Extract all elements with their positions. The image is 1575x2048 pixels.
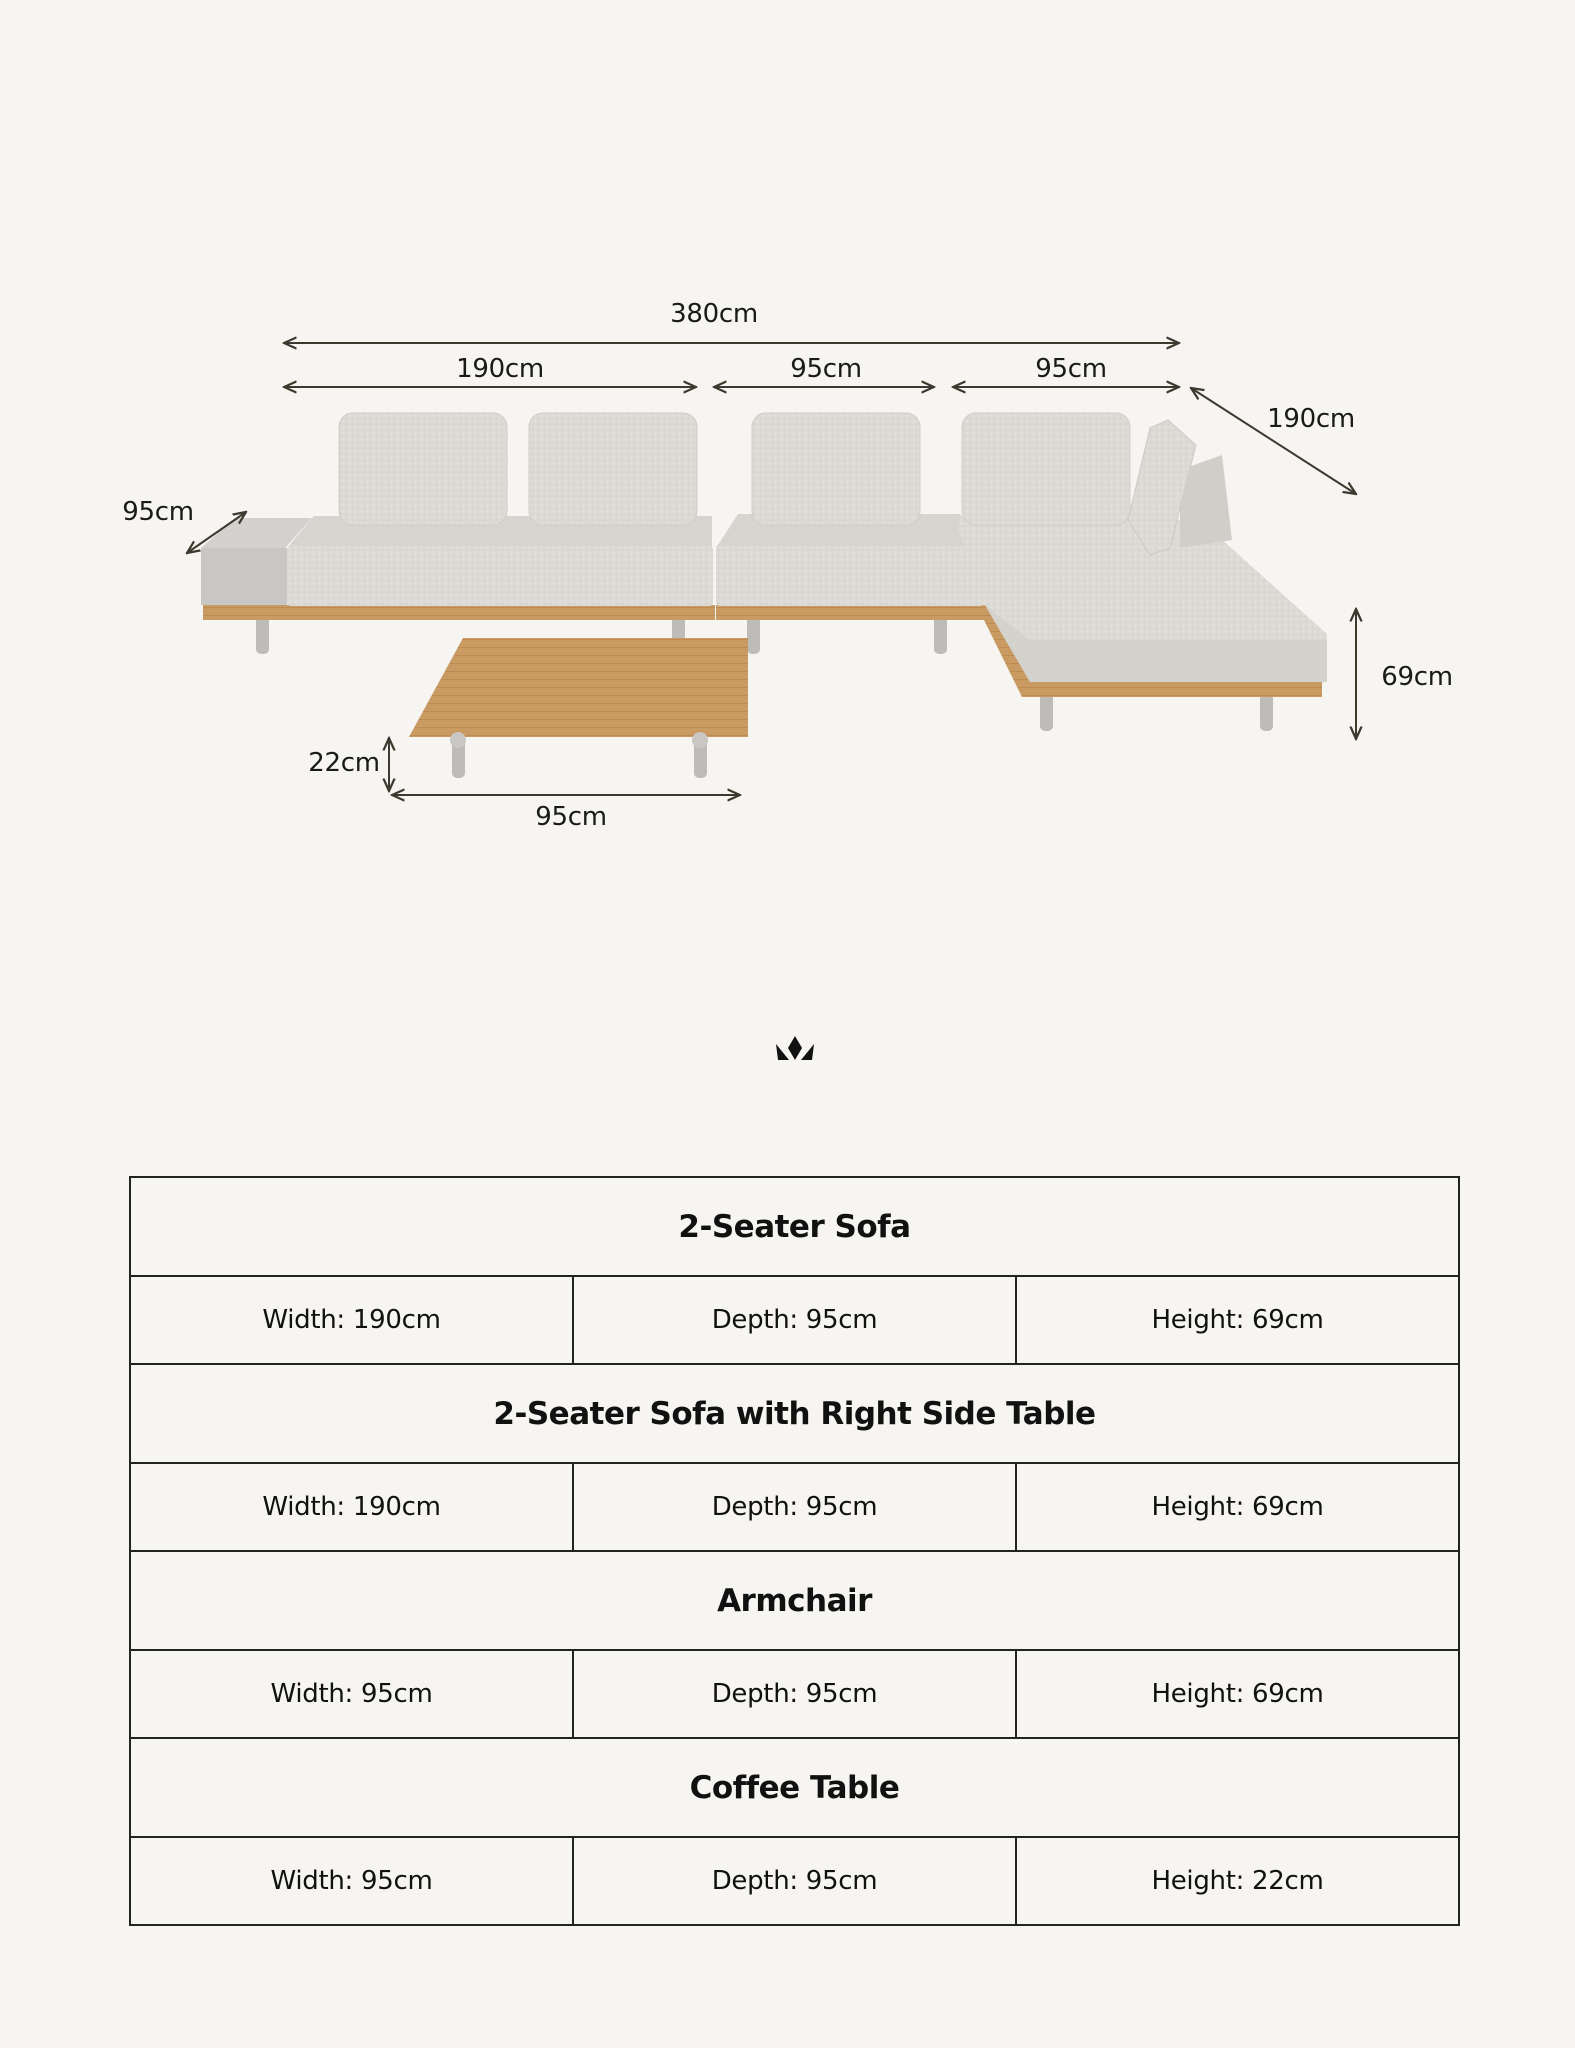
table-row [130,1837,1459,1925]
height-cell: Height: 69cm [1016,1650,1459,1738]
dimension-height: 69cm [1381,662,1453,692]
chaise-lounge [958,413,1327,682]
table-row [130,1650,1459,1738]
dimension-chaise-depth: 190cm [1267,404,1355,434]
product-title: 2-Seater Sofa [130,1177,1459,1276]
product-title: Armchair [130,1551,1459,1650]
height-cell: Height: 22cm [1016,1837,1459,1925]
dimension-total-width: 380cm [670,299,758,329]
dimension-side-depth: 95cm [122,497,194,527]
dimensions-spec-table [129,1176,1460,1926]
two-seater-sofa [287,413,713,606]
table-row-title [130,1551,1459,1650]
table-row [130,1463,1459,1551]
sofa-dimension-diagram [0,0,1575,900]
table-row-title [130,1364,1459,1463]
table-row [130,1276,1459,1364]
product-title: Coffee Table [130,1738,1459,1837]
dimension-chaise-width: 95cm [1035,354,1107,384]
depth-cell: Depth: 95cm [573,1276,1016,1364]
dimension-coffee-table-height: 22cm [308,748,380,778]
height-cell: Height: 69cm [1016,1276,1459,1364]
width-cell: Width: 95cm [130,1650,573,1738]
width-cell: Width: 95cm [130,1837,573,1925]
width-cell: Width: 190cm [130,1463,573,1551]
crown-icon [774,1034,816,1064]
depth-cell: Depth: 95cm [573,1650,1016,1738]
dimension-sofa-width: 190cm [456,354,544,384]
dimension-coffee-table-width: 95cm [535,802,607,832]
coffee-table [409,638,748,778]
dimension-armchair-width: 95cm [790,354,862,384]
height-cell: Height: 69cm [1016,1463,1459,1551]
product-title: 2-Seater Sofa with Right Side Table [130,1364,1459,1463]
table-row-title [130,1738,1459,1837]
depth-cell: Depth: 95cm [573,1837,1016,1925]
table-row-title [130,1177,1459,1276]
depth-cell: Depth: 95cm [573,1463,1016,1551]
armchair [716,413,985,606]
width-cell: Width: 190cm [130,1276,573,1364]
